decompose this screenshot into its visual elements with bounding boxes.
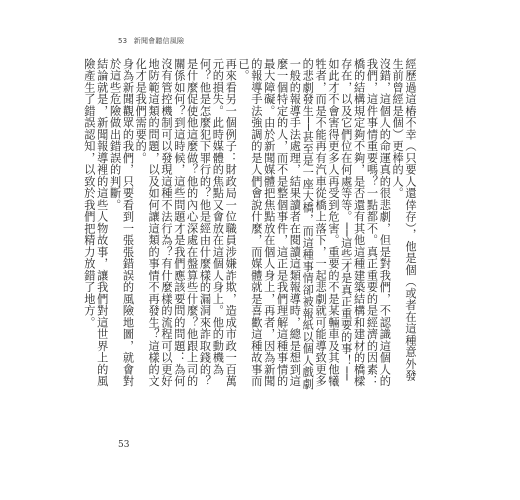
paragraph: 再來看另一個例子：財政局一位職員涉嫌詐欺，造成市政一百萬元的損失。此時媒體的焦點又會放在這個人身上。他的動機為何？他是怎麼犯下罪行的？他是經由什麼樣的漏洞來詐取錢的？是什麼促使他這麼做？他的內心深處在盤算些什麼？他跟上司的關係如何？到這時候，這些問題才是我們應該要問的問題：為何沒有管控機制可以發現這種不法行為？有什麼樣的流程可以更好地防範這類的問題，以及如何讓這類的事情不再發生？這樣的文化才是我們需要的。: [134, 58, 238, 387]
running-head-page-number: 53: [118, 37, 128, 45]
vertical-body-text: [82, 58, 417, 392]
running-head-title: 新聞會聽信風險: [133, 37, 185, 45]
paragraph: 身為新聞觀眾的我們，只要看到一張張錯誤的風險地圖，就會對於這些危險做出錯誤的判斷。: [108, 58, 135, 387]
paragraph: 結論就是，新聞報導裡的這些人物故事，讓我們對這世界上的風險產生了錯誤認知，以致於我們把精力放錯了地方。: [82, 58, 109, 387]
page-number: 53: [118, 440, 130, 450]
paragraph: 沒錯，這個人的命運真的很悲劇，但是對我們，不認識這個人的我們，這件事情重要嗎？一點都不。真正重要的是經濟的因素：橋的結構規定夠不夠，是否還有其他這種建築結構和建材的橋樑存在，以及它們位在何處等等。──這些才是真正重要的事！──如此才不會害得更多人再受到危害。重要的不是某輛車及其他犧牲者，而是不能再有汽車從橋上落下，一起悲劇就可能導致更多的悲劇發生──甚至是一座大橋，而這種事情卻被報紙以個人戲劇一般的報導手法處理，結果讀者在閱讀這類報導時，總是想到這麼一個特定的人，而不是整個事件，這正是我們理解這種事情的最大障礙。由於新聞媒體把焦點放在個人身上，再者，因為新聞的報導手法強調的是人們會說什麼，而媒體就是喜歡這種故事而已。: [237, 58, 392, 390]
running-head: [118, 36, 184, 46]
paragraph: 經歷過這樁不幸（只要人還倖存），他是個（或者在這種意外發生前曾經是個）更棒的人。: [391, 58, 417, 382]
